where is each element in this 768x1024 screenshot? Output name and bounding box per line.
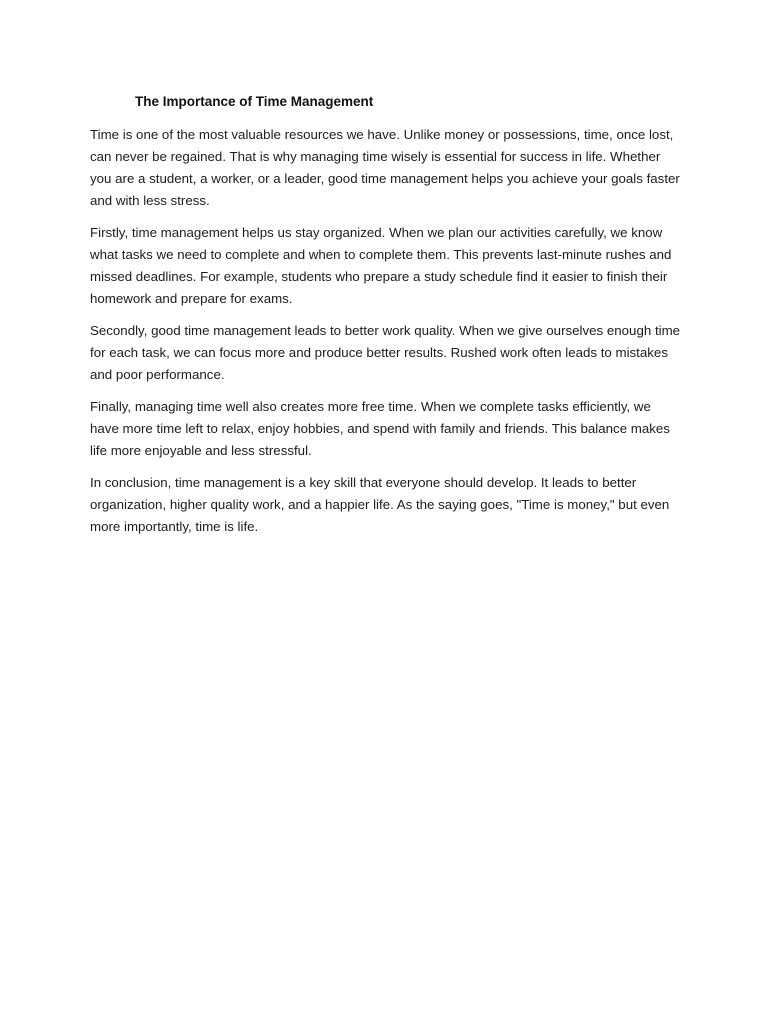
paragraph-conclusion: In conclusion, time management is a key skill that everyone should develop. It leads to better organization, higher quality work, and a happier life. As the saying goes, "Time is money," but even more importantly, time is life. [90, 475, 670, 534]
document-title: The Importance of Time Management [135, 94, 374, 109]
paragraph-intro: Time is one of the most valuable resources we have. Unlike money or possessions, time, once lost, can never be regained. That is why managing time wisely is essential for success in life. Whether you are a student, a worker, or a leader, good time management helps you achieve your goals faster and with less stress. [90, 127, 680, 208]
paragraph-work-quality: Secondly, good time management leads to better work quality. When we give ourselves enough time for each task, we can focus more and produce better results. Rushed work often leads to mistakes and poor performance. [90, 323, 681, 382]
paragraph-free-time: Finally, managing time well also creates more free time. When we complete tasks efficiently, we have more time left to relax, enjoy hobbies, and spend with family and friends. This balance makes life more enjoyable and less stressful. [90, 399, 670, 458]
paragraph-organization: Firstly, time management helps us stay organized. When we plan our activities carefully, we know what tasks we need to complete and when to complete them. This prevents last-minute rushes and missed deadlines. For example, students who prepare a study schedule find it easier to finish their homework and prepare for exams. [90, 225, 672, 306]
document-body [90, 92, 682, 548]
